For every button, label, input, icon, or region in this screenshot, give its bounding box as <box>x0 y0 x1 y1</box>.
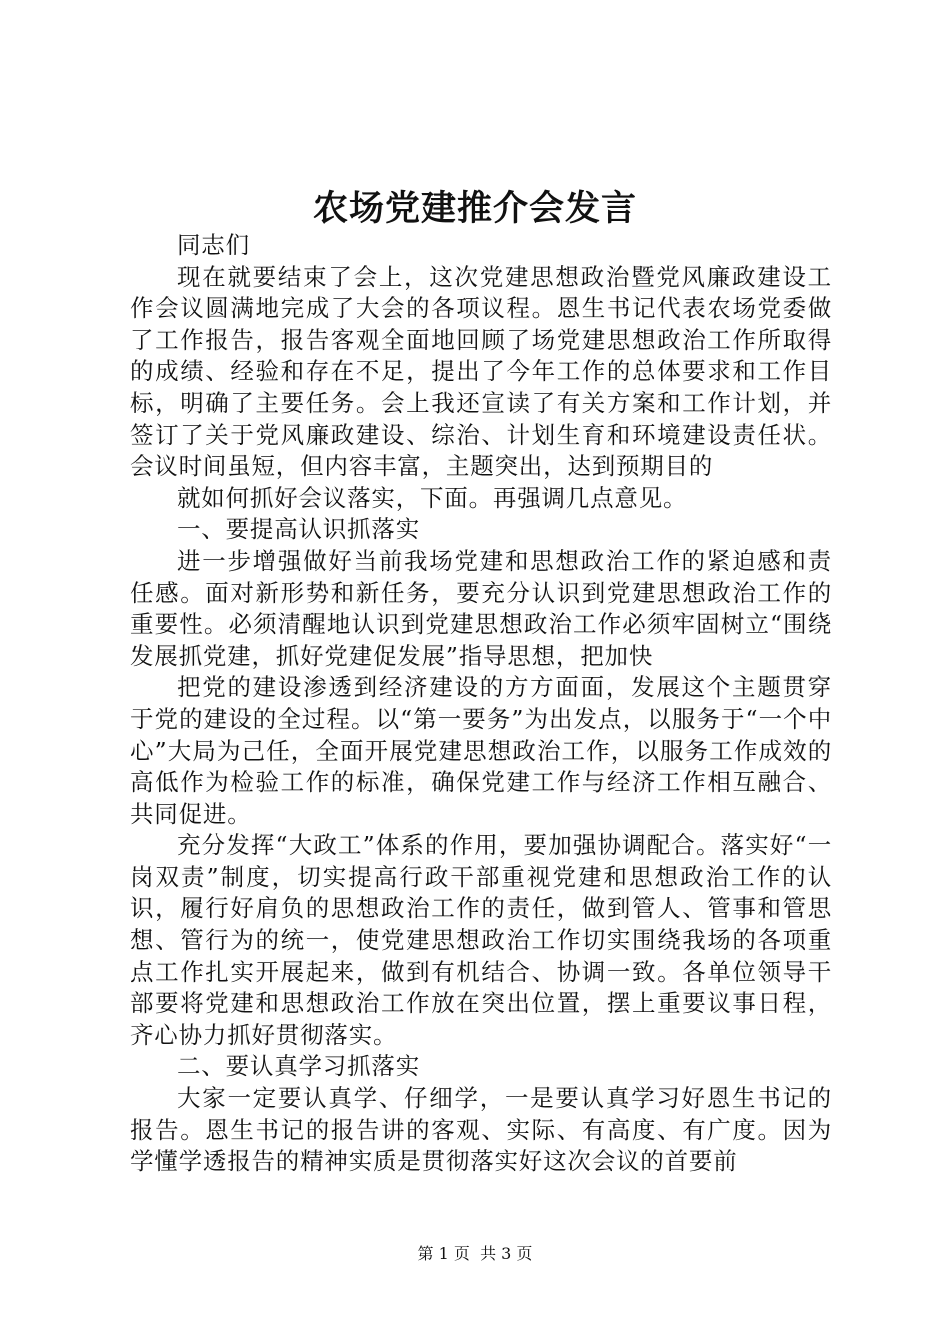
body-paragraph: 大家一定要认真学、仔细学，一是要认真学习好恩生书记的报告。恩生书记的报告讲的客观、实际、有高度、有广度。因为学懂学透报告的精神实质是贯彻落实好这次会议的首要前 <box>130 1084 832 1176</box>
document-title: 农场党建推介会发言 <box>312 188 637 229</box>
body-paragraph: 现在就要结束了会上，这次党建思想政治暨党风廉政建设工作会议圆满地完成了大会的各项议程。恩生书记代表农场党委做了工作报告，报告客观全面地回顾了场党建思想政治工作所取得的成绩、经验和存在不足，提出了今年工作的总体要求和工作目标，明确了主要任务。会上我还宣读了有关方案和工作计划，并签订了关于党风廉政建设、综治、计划生育和环境建设责任状。会议时间虽短，但内容丰富，主题突出，达到预期目的 <box>130 262 832 481</box>
page-number: 第 1 页 共 3 页 <box>417 1244 533 1263</box>
document-body <box>130 230 832 1178</box>
body-paragraph: 就如何抓好会议落实，下面。再强调几点意见。 <box>177 483 688 512</box>
section-heading: 一、要提高认识抓落实 <box>177 515 420 544</box>
salutation-paragraph: 同志们 <box>177 231 250 259</box>
body-paragraph: 把党的建设渗透到经济建设的方方面面，发展这个主题贯穿于党的建设的全过程。以“第一要务”为出发点，以服务于“一个中心”大局为己任，全面开展党建思想政治工作，以服务工作成效的高低作为检验工作的标准，确保党建工作与经济工作相互融合、共同促进。 <box>130 673 832 828</box>
section-heading: 二、要认真学习抓落实 <box>177 1052 420 1081</box>
body-paragraph: 充分发挥“大政工”体系的作用，要加强协调配合。落实好“一岗双责”制度，切实提高行政干部重视党建和思想政治工作的认识，履行好肩负的思想政治工作的责任，做到管人、管事和管思想、管行为的统一，使党建思想政治工作切实围绕我场的各项重点工作扎实开展起来，做到有机结合、协调一致。各单位领导干部要将党建和思想政治工作放在突出位置，摆上重要议事日程，齐心协力抓好贯彻落实。 <box>130 831 832 1049</box>
page-footer <box>0 1242 950 1266</box>
body-paragraph: 进一步增强做好当前我场党建和思想政治工作的紧迫感和责任感。面对新形势和新任务，要充分认识到党建思想政治工作的重要性。必须清醒地认识到党建思想政治工作必须牢固树立“围绕发展抓党建，抓好党建促发展”指导思想，把加快 <box>130 546 832 670</box>
